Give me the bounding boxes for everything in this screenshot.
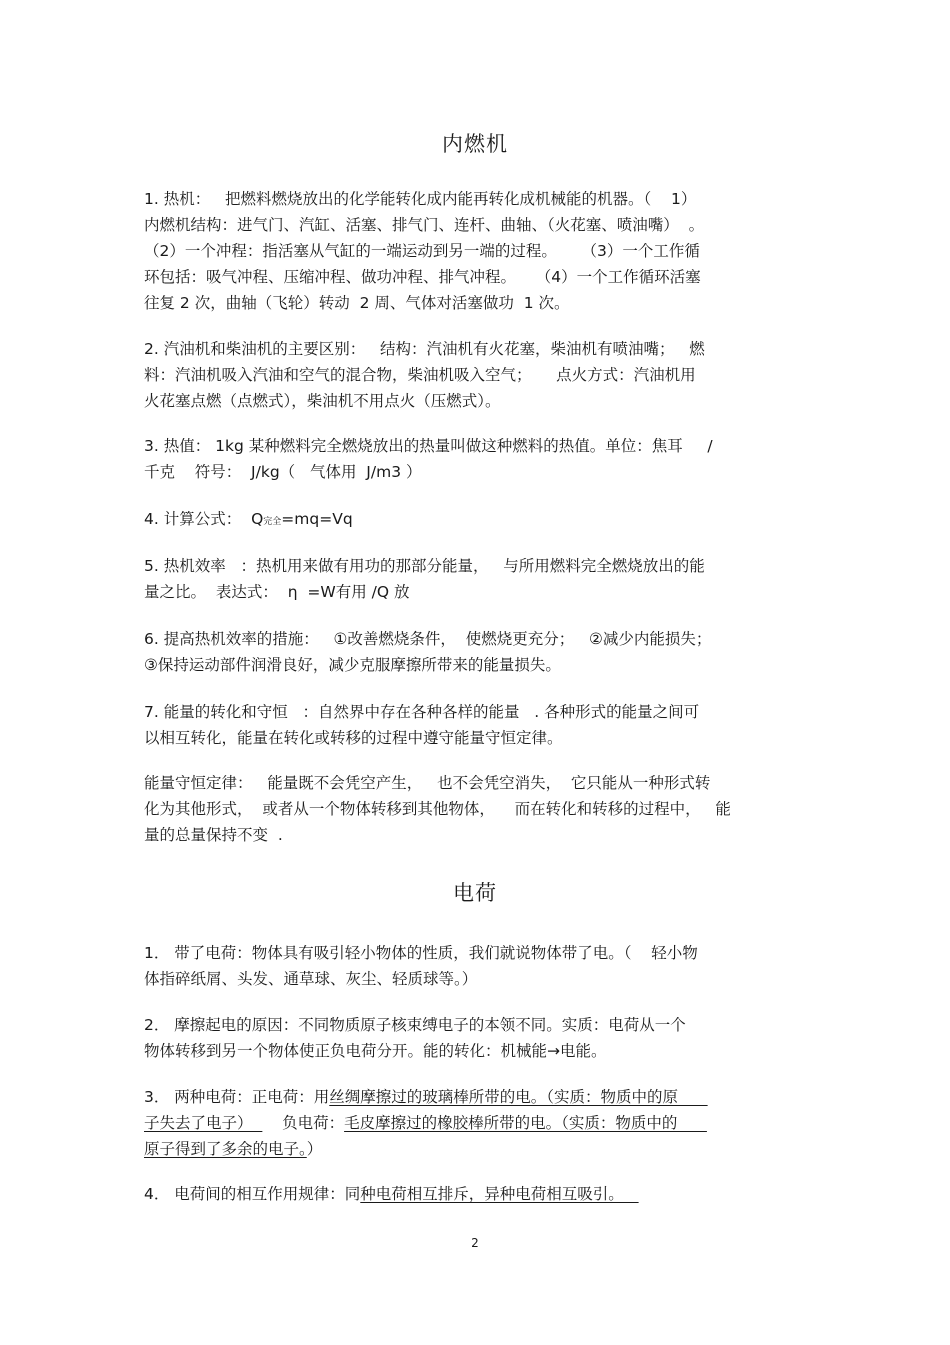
text-line: 千克 符号： J/kg（ 气体用 J/m3 ） [144, 463, 422, 481]
text-fragment: 4． 电荷间的相互作用规律：同 [144, 1185, 361, 1203]
text-line: 料：汽油机吸入汽油和空气的混合物，柴油机吸入空气； 点火方式：汽油机用 [144, 366, 696, 384]
text-line: 量的总量保持不变 . [144, 826, 283, 844]
underlined-fragment: 原子得到了多余的电子。 [144, 1140, 307, 1158]
paragraph-formula [144, 506, 809, 535]
text-fragment: 3． 两种电荷：正电荷：用 [144, 1088, 330, 1106]
text-line: 2. 汽油机和柴油机的主要区别： 结构：汽油机有火花塞，柴油机有喷油嘴； 燃 [144, 340, 705, 358]
text-fragment: 负电荷： [262, 1114, 345, 1132]
paragraph-friction-charging [144, 1012, 809, 1064]
paragraph-two-charges [144, 1084, 809, 1162]
page-number: 2 [471, 1236, 479, 1250]
text-line: 2． 摩擦起电的原因：不同物质原子核束缚电子的本领不同。实质：电荷从一个 [144, 1016, 686, 1034]
paragraph-charged [144, 940, 809, 992]
text-line: 化为其他形式， 或者从一个物体转移到其他物体， 而在转化和转移的过程中， 能 [144, 800, 731, 818]
section-title-electric-charge: 电荷 [453, 881, 497, 905]
paragraph-energy-conversion [144, 699, 809, 751]
text-line: 7. 能量的转化和守恒 ：自然界中存在各种各样的能量 . 各种形式的能量之间可 [144, 703, 700, 721]
paragraph-heat-value [144, 433, 809, 485]
text-line: 3. 热值： 1kg 某种燃料完全燃烧放出的热量叫做这种燃料的热值。单位：焦耳 / [144, 437, 713, 455]
paragraph-efficiency-measures [144, 626, 809, 678]
text-line: 6. 提高热机效率的措施： ①改善燃烧条件， 使燃烧更充分； ②减少内能损失； [144, 630, 712, 648]
section-title-internal-combustion-engine: 内燃机 [442, 132, 508, 156]
paragraph-heat-engine [144, 186, 809, 316]
text-line: ③保持运动部件润滑良好，减少克服摩擦所带来的能量损失。 [144, 656, 561, 674]
text-line: 以相互转化，能量在转化或转移的过程中遵守能量守恒定律。 [144, 729, 563, 747]
formula-suffix: =mq=Vq [281, 510, 353, 528]
text-line: 5. 热机效率 ：热机用来做有用功的那部分能量， 与所用燃料完全燃烧放出的能 [144, 557, 705, 575]
paragraph-energy-conservation [144, 770, 809, 848]
formula-prefix: 4. 计算公式： Q [144, 510, 264, 528]
text-fragment: ） [306, 1140, 323, 1158]
formula-subscript: 完全 [263, 517, 282, 527]
text-line: （2）一个冲程：指活塞从气缸的一端运动到另一端的过程。 （3）一个工作循 [144, 242, 700, 260]
underlined-fragment: 种电荷相互排斥，异种电荷相互吸引。 [360, 1185, 639, 1203]
text-line: 量之比。 表达式： η =W有用 /Q 放 [144, 583, 410, 601]
text-line: 内燃机结构：进气门、汽缸、活塞、排气门、连杆、曲轴、（火花塞、喷油嘴） 。 [144, 216, 705, 234]
underlined-fragment: 丝绸摩擦过的玻璃棒所带的电。（实质：物质中的原 [329, 1088, 708, 1106]
text-line: 能量守恒定律： 能量既不会凭空产生， 也不会凭空消失， 它只能从一种形式转 [144, 774, 711, 792]
paragraph-charge-interaction [144, 1181, 809, 1207]
paragraph-efficiency [144, 553, 809, 605]
text-line: 环包括：吸气冲程、压缩冲程、做功冲程、排气冲程。 （4）一个工作循环活塞 [144, 268, 701, 286]
text-line: 物体转移到另一个物体使正负电荷分开。能的转化：机械能→电能。 [144, 1042, 607, 1060]
paragraph-gasoline-vs-diesel [144, 336, 809, 414]
text-line: 火花塞点燃（点燃式），柴油机不用点火（压燃式）。 [144, 392, 501, 410]
text-line: 往复 2 次，曲轴（飞轮）转动 2 周、气体对活塞做功 1 次。 [144, 294, 570, 312]
text-line: 1． 带了电荷：物体具有吸引轻小物体的性质，我们就说物体带了电。（ 轻小物 [144, 944, 698, 962]
underlined-fragment: 毛皮摩擦过的橡胶棒所带的电。（实质：物质中的 [344, 1114, 707, 1132]
underlined-fragment: 子失去了电子） [144, 1114, 263, 1132]
text-line: 1. 热机： 把燃料燃烧放出的化学能转化成内能再转化成机械能的机器。（ 1） [144, 190, 697, 208]
text-line: 体指碎纸屑、头发、通草球、灰尘、轻质球等。） [144, 970, 478, 988]
